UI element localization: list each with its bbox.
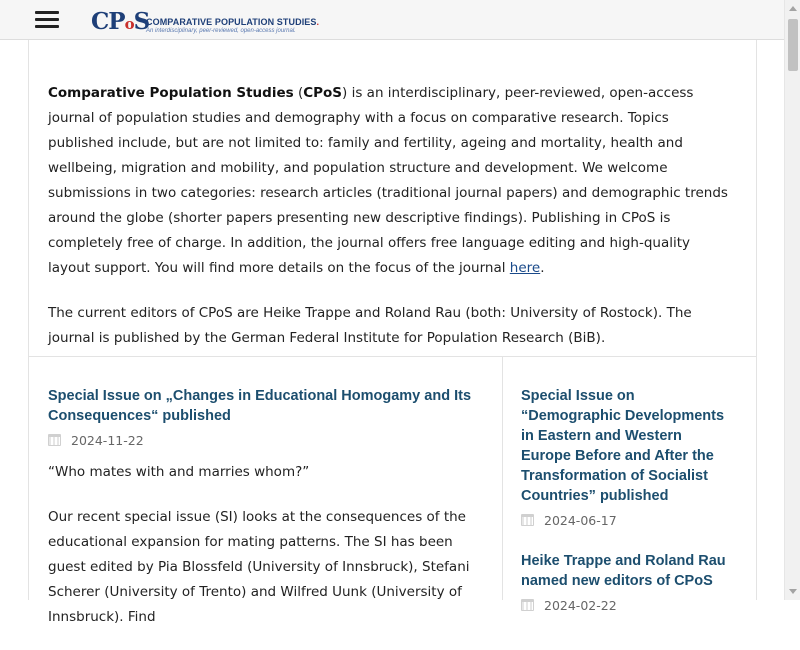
scrollbar-thumb[interactable] bbox=[788, 19, 798, 71]
news-sidebar bbox=[521, 386, 735, 636]
journal-intro bbox=[48, 81, 728, 371]
page-scrollbar[interactable] bbox=[784, 0, 800, 600]
editors-paragraph: The current editors of CPoS are Heike Trappe and Roland Rau (both: University of Rostock). The journal is published by the German Federal Institute for Population Research (BiB). bbox=[48, 305, 692, 346]
news-date: 2024-06-17 bbox=[521, 509, 735, 531]
news-item bbox=[521, 386, 735, 531]
section-divider bbox=[29, 356, 756, 357]
intro-paragraph: Comparative Population Studies (CPoS) is an interdisciplinary, peer-reviewed, open-access journal of population studies and demography with a focus on comparative research. Topics published include, but are not limited to: family and fertility, ageing and mortality, health and wellbeing, migration and mobility, and population structure and development. We welcome submissions in two categories: research articles (traditional journal papers) and demographic trends around the globe (shorter papers presenting new descriptive findings). Publishing in CPoS is completely free of charge. In addition, the journal offers free language editing and high-quality layout support. You will find more details on the focus of the journal here. bbox=[48, 85, 728, 276]
news-body bbox=[48, 460, 478, 630]
journal-abbr: CPoS bbox=[303, 85, 343, 101]
news-title-link[interactable]: Special Issue on „Changes in Educational Homogamy and Its Consequences“ published bbox=[48, 388, 472, 424]
news-date: 2024-11-22 bbox=[48, 429, 478, 451]
calendar-icon bbox=[521, 599, 534, 611]
logo-title: COMPARATIVE POPULATION STUDIES. bbox=[146, 17, 320, 27]
content-box bbox=[28, 40, 757, 625]
hamburger-menu-icon[interactable] bbox=[35, 11, 59, 29]
scroll-up-arrow-icon[interactable] bbox=[789, 6, 797, 11]
logo-tagline: An interdisciplinary, peer-reviewed, open-access journal. bbox=[146, 28, 296, 34]
news-paragraph: Our recent special issue (SI) looks at the consequences of the educational expansion for mating patterns. The SI has been guest edited by Pia Blossfeld (University of Innsbruck), Stefani Scherer (University of Trento) and Wilfred Uunk (University of Innsbruck). Find bbox=[48, 509, 470, 625]
news-item bbox=[521, 551, 735, 616]
column-divider bbox=[502, 357, 503, 600]
logo-mark: CPoS bbox=[91, 8, 150, 35]
site-header bbox=[0, 0, 784, 40]
news-date: 2024-02-22 bbox=[521, 594, 735, 616]
news-title-link[interactable]: Special Issue on “Demographic Developments in Eastern and Western Europe Before and After the Transformation of Socialist Countries” published bbox=[521, 388, 725, 504]
journal-name: Comparative Population Studies bbox=[48, 85, 294, 101]
here-link[interactable]: here bbox=[509, 260, 541, 276]
scroll-down-arrow-icon[interactable] bbox=[789, 589, 797, 594]
calendar-icon bbox=[521, 514, 534, 526]
news-quote: “Who mates with and marries whom?” bbox=[48, 464, 310, 480]
news-title-link[interactable]: Heike Trappe and Roland Rau named new editors of CPoS bbox=[521, 553, 726, 589]
calendar-icon bbox=[48, 434, 61, 446]
news-main bbox=[48, 386, 478, 650]
